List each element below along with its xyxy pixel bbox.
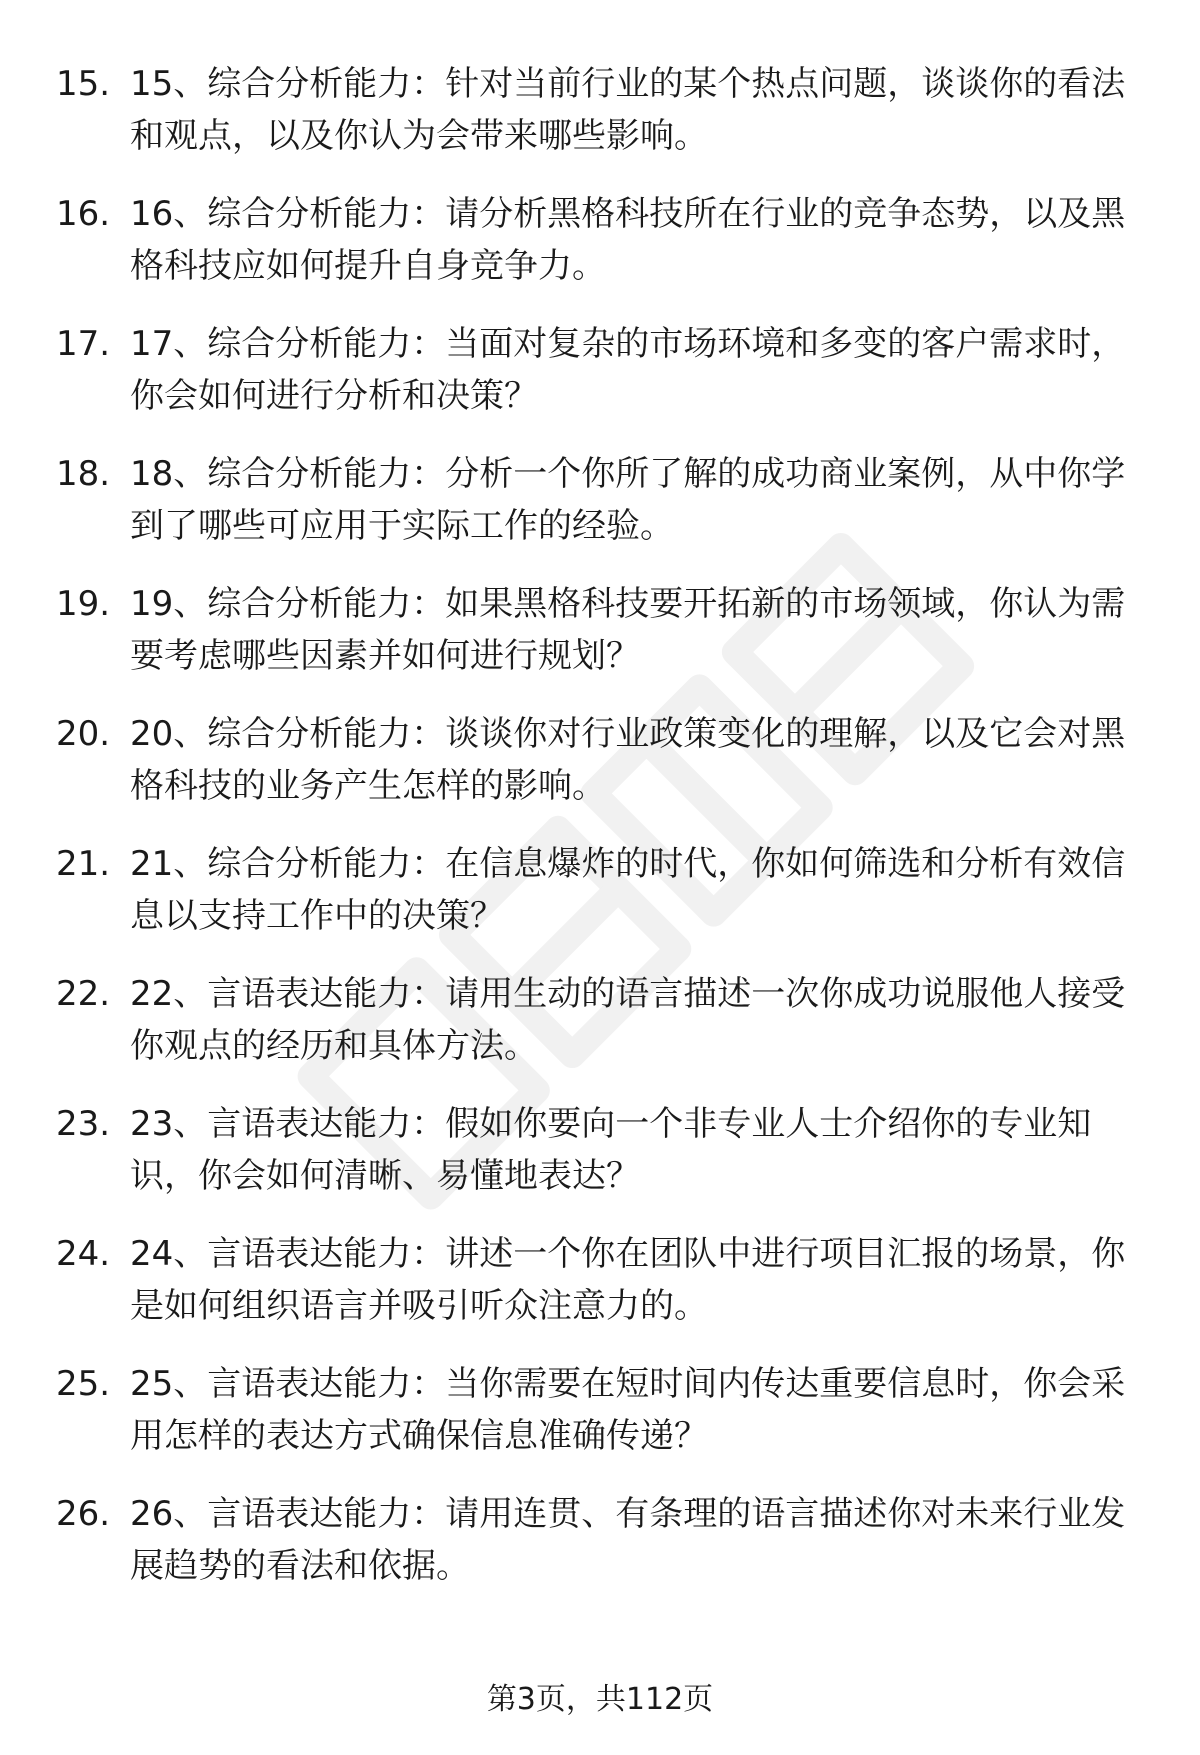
question-text: 22、言语表达能力：请用生动的语言描述一次你成功说服他人接受你观点的经历和具体方法。	[130, 974, 1126, 1066]
question-item	[0, 318, 1200, 448]
question-item	[0, 1228, 1200, 1358]
question-number: 26.	[56, 1494, 111, 1534]
question-item	[0, 58, 1200, 188]
question-text: 21、综合分析能力：在信息爆炸的时代，你如何筛选和分析有效信息以支持工作中的决策？	[130, 844, 1126, 936]
question-text: 26、言语表达能力：请用连贯、有条理的语言描述你对未来行业发展趋势的看法和依据。	[130, 1494, 1126, 1586]
question-text: 16、综合分析能力：请分析黑格科技所在行业的竞争态势，以及黑格科技应如何提升自身竞争力。	[130, 194, 1126, 286]
question-number: 22.	[56, 974, 111, 1014]
question-text: 24、言语表达能力：讲述一个你在团队中进行项目汇报的场景，你是如何组织语言并吸引听众注意力的。	[130, 1234, 1126, 1326]
question-item	[0, 578, 1200, 708]
question-text: 20、综合分析能力：谈谈你对行业政策变化的理解，以及它会对黑格科技的业务产生怎样的影响。	[130, 714, 1126, 806]
question-number: 23.	[56, 1104, 111, 1144]
question-number: 18.	[56, 454, 111, 494]
question-text: 23、言语表达能力：假如你要向一个非专业人士介绍你的专业知识，你会如何清晰、易懂地表达？	[130, 1104, 1092, 1196]
question-text: 19、综合分析能力：如果黑格科技要开拓新的市场领域，你认为需要考虑哪些因素并如何进行规划？	[130, 584, 1126, 676]
question-item	[0, 448, 1200, 578]
question-number: 24.	[56, 1234, 111, 1274]
question-number: 25.	[56, 1364, 111, 1404]
question-text: 25、言语表达能力：当你需要在短时间内传达重要信息时，你会采用怎样的表达方式确保信息准确传递？	[130, 1364, 1126, 1456]
question-text: 15、综合分析能力：针对当前行业的某个热点问题，谈谈你的看法和观点，以及你认为会带来哪些影响。	[130, 64, 1126, 156]
question-list	[0, 58, 1200, 1618]
question-item	[0, 1358, 1200, 1488]
question-text: 17、综合分析能力：当面对复杂的市场环境和多变的客户需求时，你会如何进行分析和决策？	[130, 324, 1126, 416]
question-item	[0, 708, 1200, 838]
page-number: 第3页，共112页	[486, 1682, 714, 1717]
question-number: 21.	[56, 844, 111, 884]
question-item	[0, 968, 1200, 1098]
question-item	[0, 1488, 1200, 1618]
question-text: 18、综合分析能力：分析一个你所了解的成功商业案例，从中你学到了哪些可应用于实际工作的经验。	[130, 454, 1126, 546]
question-number: 17.	[56, 324, 111, 364]
question-item	[0, 188, 1200, 318]
question-number: 15.	[56, 64, 111, 104]
question-number: 16.	[56, 194, 111, 234]
question-number: 20.	[56, 714, 111, 754]
question-item	[0, 1098, 1200, 1228]
question-number: 19.	[56, 584, 111, 624]
question-item	[0, 838, 1200, 968]
